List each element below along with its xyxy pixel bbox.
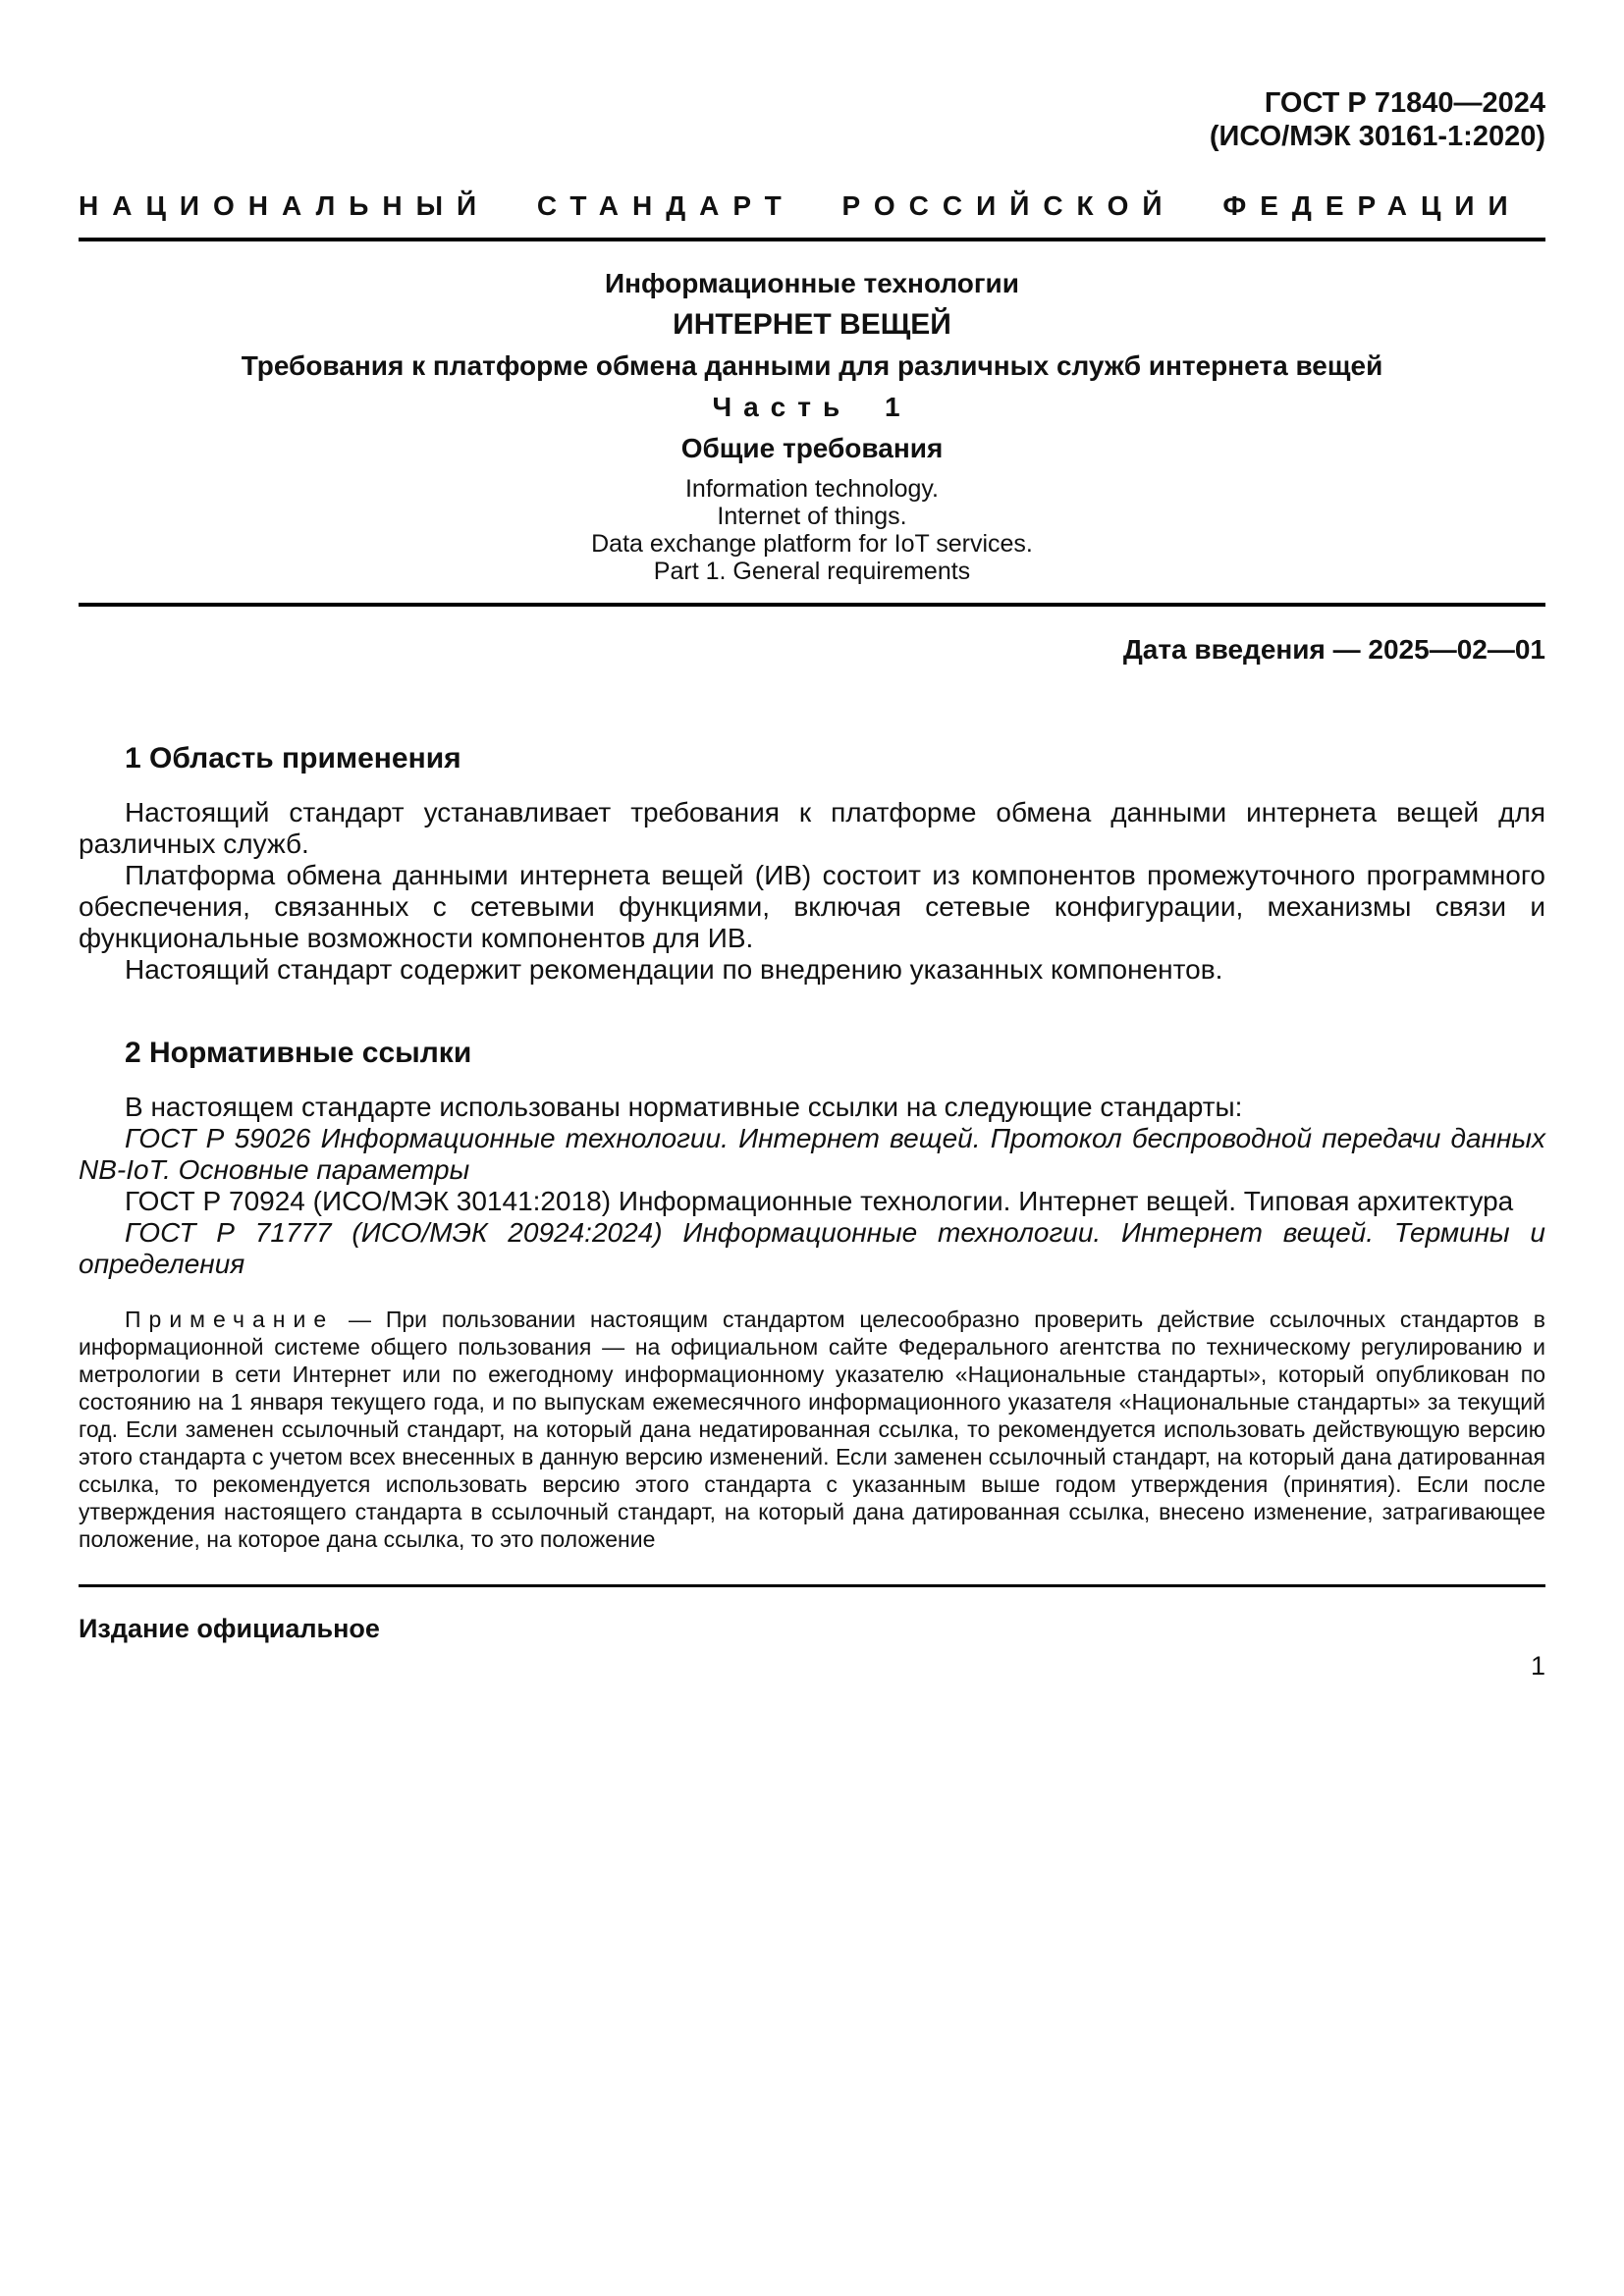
footer-divider (79, 1584, 1545, 1587)
english-title (79, 475, 1545, 585)
english-title-line: Information technology. (684, 475, 940, 503)
doc-subtitle: Требования к платформе обмена данными для различных служб интернета вещей (241, 350, 1383, 381)
paragraph: Платформа обмена данными интернета вещей (ИВ) состоит из компонентов промежуточного программного обеспечения, связанных с сетевыми функциями, включая сетевые конфигурации, механизмы связи и функциональные возможности компонентов для ИВ. (79, 860, 1545, 953)
doc-number: ГОСТ Р 71840—2024 (1264, 87, 1545, 119)
reference-item: ГОСТ Р 70924 (ИСО/МЭК 30141:2018) Информационные технологии. Интернет вещей. Типовая архитектура (125, 1186, 1514, 1216)
section-normative-references (79, 1037, 1545, 1553)
note (79, 1306, 1545, 1553)
title-block (79, 269, 1545, 585)
doc-header (79, 86, 1545, 153)
reference-item: ГОСТ Р 71777 (ИСО/МЭК 20924:2024) Информационные технологии. Интернет вещей. Термины и определения (79, 1217, 1545, 1279)
section-1-heading: 1 Область применения (125, 742, 461, 774)
part-title: Общие требования (680, 433, 944, 463)
english-title-line: Data exchange platform for IoT services. (591, 530, 1033, 558)
part-label: Часть 1 (712, 392, 912, 422)
doc-number-iso: (ИСО/МЭК 30161-1:2020) (1209, 121, 1545, 152)
doc-title: ИНТЕРНЕТ ВЕЩЕЙ (673, 308, 951, 341)
english-title-line: Internet of things. (717, 503, 907, 530)
paragraph: Настоящий стандарт устанавливает требования к платформе обмена данными интернета вещей для различных служб. (79, 797, 1545, 859)
top-divider (79, 238, 1545, 241)
section-scope (79, 742, 1545, 986)
effective-date: Дата введения — 2025—02—01 (1122, 634, 1545, 665)
paragraph: Настоящий стандарт содержит рекомендации по внедрению указанных компонентов. (125, 954, 1223, 985)
reference-item: ГОСТ Р 59026 Информационные технологии. Интернет вещей. Протокол беспроводной передачи данных NB-IoT. Основные параметры (79, 1123, 1545, 1185)
page-footer (79, 1613, 1545, 1682)
official-edition-label: Издание официальное (79, 1614, 380, 1643)
paragraph: В настоящем стандарте использованы нормативные ссылки на следующие стандарты: (125, 1092, 1243, 1122)
section-2-heading: 2 Нормативные ссылки (125, 1037, 472, 1069)
english-title-line: Part 1. General requirements (653, 558, 971, 585)
subject-area: Информационные технологии (605, 268, 1019, 298)
note-text: — При пользовании настоящим стандартом целесообразно проверить действие ссылочных стандартов в информационной системе общего пользования — на официальном сайте Федерального агентства по техническому регулированию и метрологии в сети Интернет или по ежегодному информационному указателю «Национальные стандарты», который опубликован по состоянию на 1 января текущего года, и по выпускам ежемесячного информационного указателя «Национальные стандарты» за текущий год. Если заменен ссылочный стандарт, на который дана недатированная ссылка, то рекомендуется использовать действующую версию этого стандарта с учетом всех внесенных в данную версию изменений. Если заменен ссылочный стандарт, на который дана датированная ссылка, то рекомендуется использовать версию этого стандарта с указанным выше годом утверждения (принятия). Если после утверждения настоящего стандарта в ссылочный стандарт, на который дана датированная ссылка, внесено изменение, затрагивающее положение, на которое дана ссылка, то это положение (79, 1307, 1546, 1552)
title-divider (79, 603, 1545, 607)
national-standard-heading: НАЦИОНАЛЬНЫЙ СТАНДАРТ РОССИЙСКОЙ ФЕДЕРАЦИИ (79, 190, 1522, 221)
note-label: Примечание (125, 1307, 335, 1332)
page-number: 1 (1530, 1651, 1545, 1681)
